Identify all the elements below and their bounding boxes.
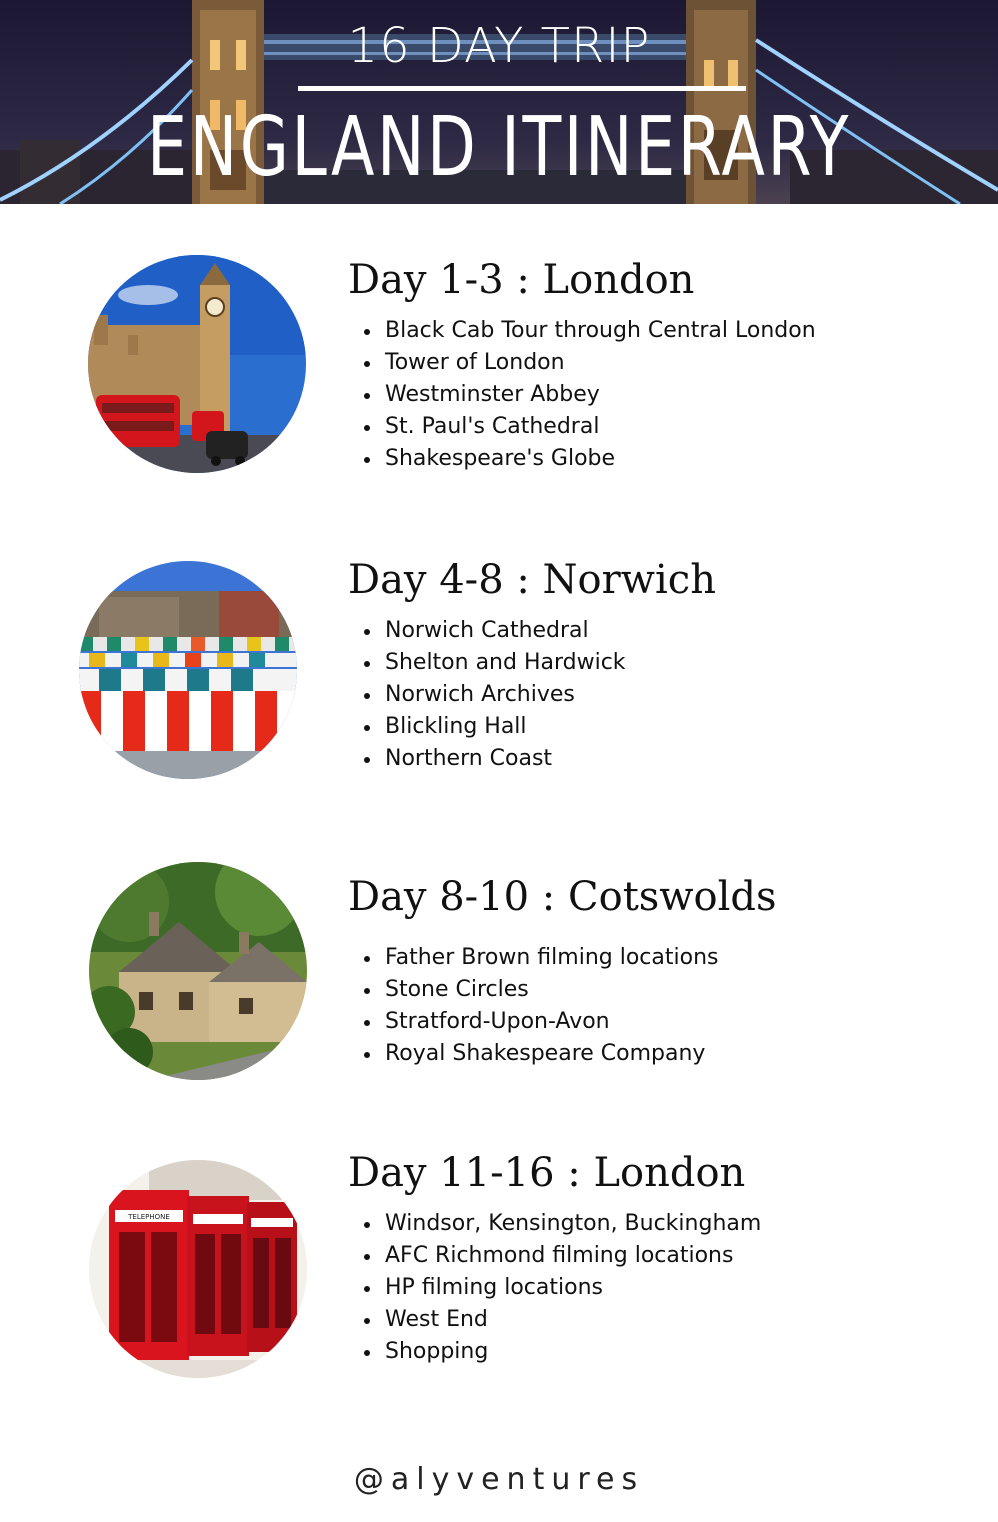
social-handle: @alyventures [353,1462,645,1497]
activity-list [362,1208,761,1368]
trip-length-subtitle: 16 DAY TRIP [347,18,651,74]
activity-list [362,615,626,775]
list-item: Norwich Cathedral [362,615,626,647]
hero-banner [0,0,998,204]
list-item: Shelton and Hardwick [362,647,626,679]
list-item: Westminster Abbey [362,379,816,411]
list-item: Shakespeare's Globe [362,443,816,475]
red-telephone-boxes-photo [89,1160,307,1378]
title-divider [298,86,746,91]
list-item: Royal Shakespeare Company [362,1038,718,1070]
list-item: Northern Coast [362,743,626,775]
day-title: Day 1-3 : London [348,257,695,303]
day-title: Day 11-16 : London [348,1150,746,1196]
list-item: Tower of London [362,347,816,379]
page-title: ENGLAND ITINERARY [147,100,851,195]
list-item: Father Brown filming locations [362,942,718,974]
activity-list [362,942,718,1070]
activity-list [362,315,816,475]
day-title: Day 4-8 : Norwich [348,557,716,603]
cotswold-cottages-photo [89,862,307,1080]
list-item: Blickling Hall [362,711,626,743]
list-item: Stone Circles [362,974,718,1006]
list-item: Norwich Archives [362,679,626,711]
big-ben-photo [88,255,306,473]
list-item: Stratford-Upon-Avon [362,1006,718,1038]
list-item: Windsor, Kensington, Buckingham [362,1208,761,1240]
list-item: HP filming locations [362,1272,761,1304]
list-item: West End [362,1304,761,1336]
day-title: Day 8-10 : Cotswolds [348,874,777,920]
telephone-sign: TELEPHONE [128,1213,170,1221]
list-item: St. Paul's Cathedral [362,411,816,443]
list-item: Black Cab Tour through Central London [362,315,816,347]
list-item: AFC Richmond filming locations [362,1240,761,1272]
market-stalls-photo [79,561,297,779]
list-item: Shopping [362,1336,761,1368]
